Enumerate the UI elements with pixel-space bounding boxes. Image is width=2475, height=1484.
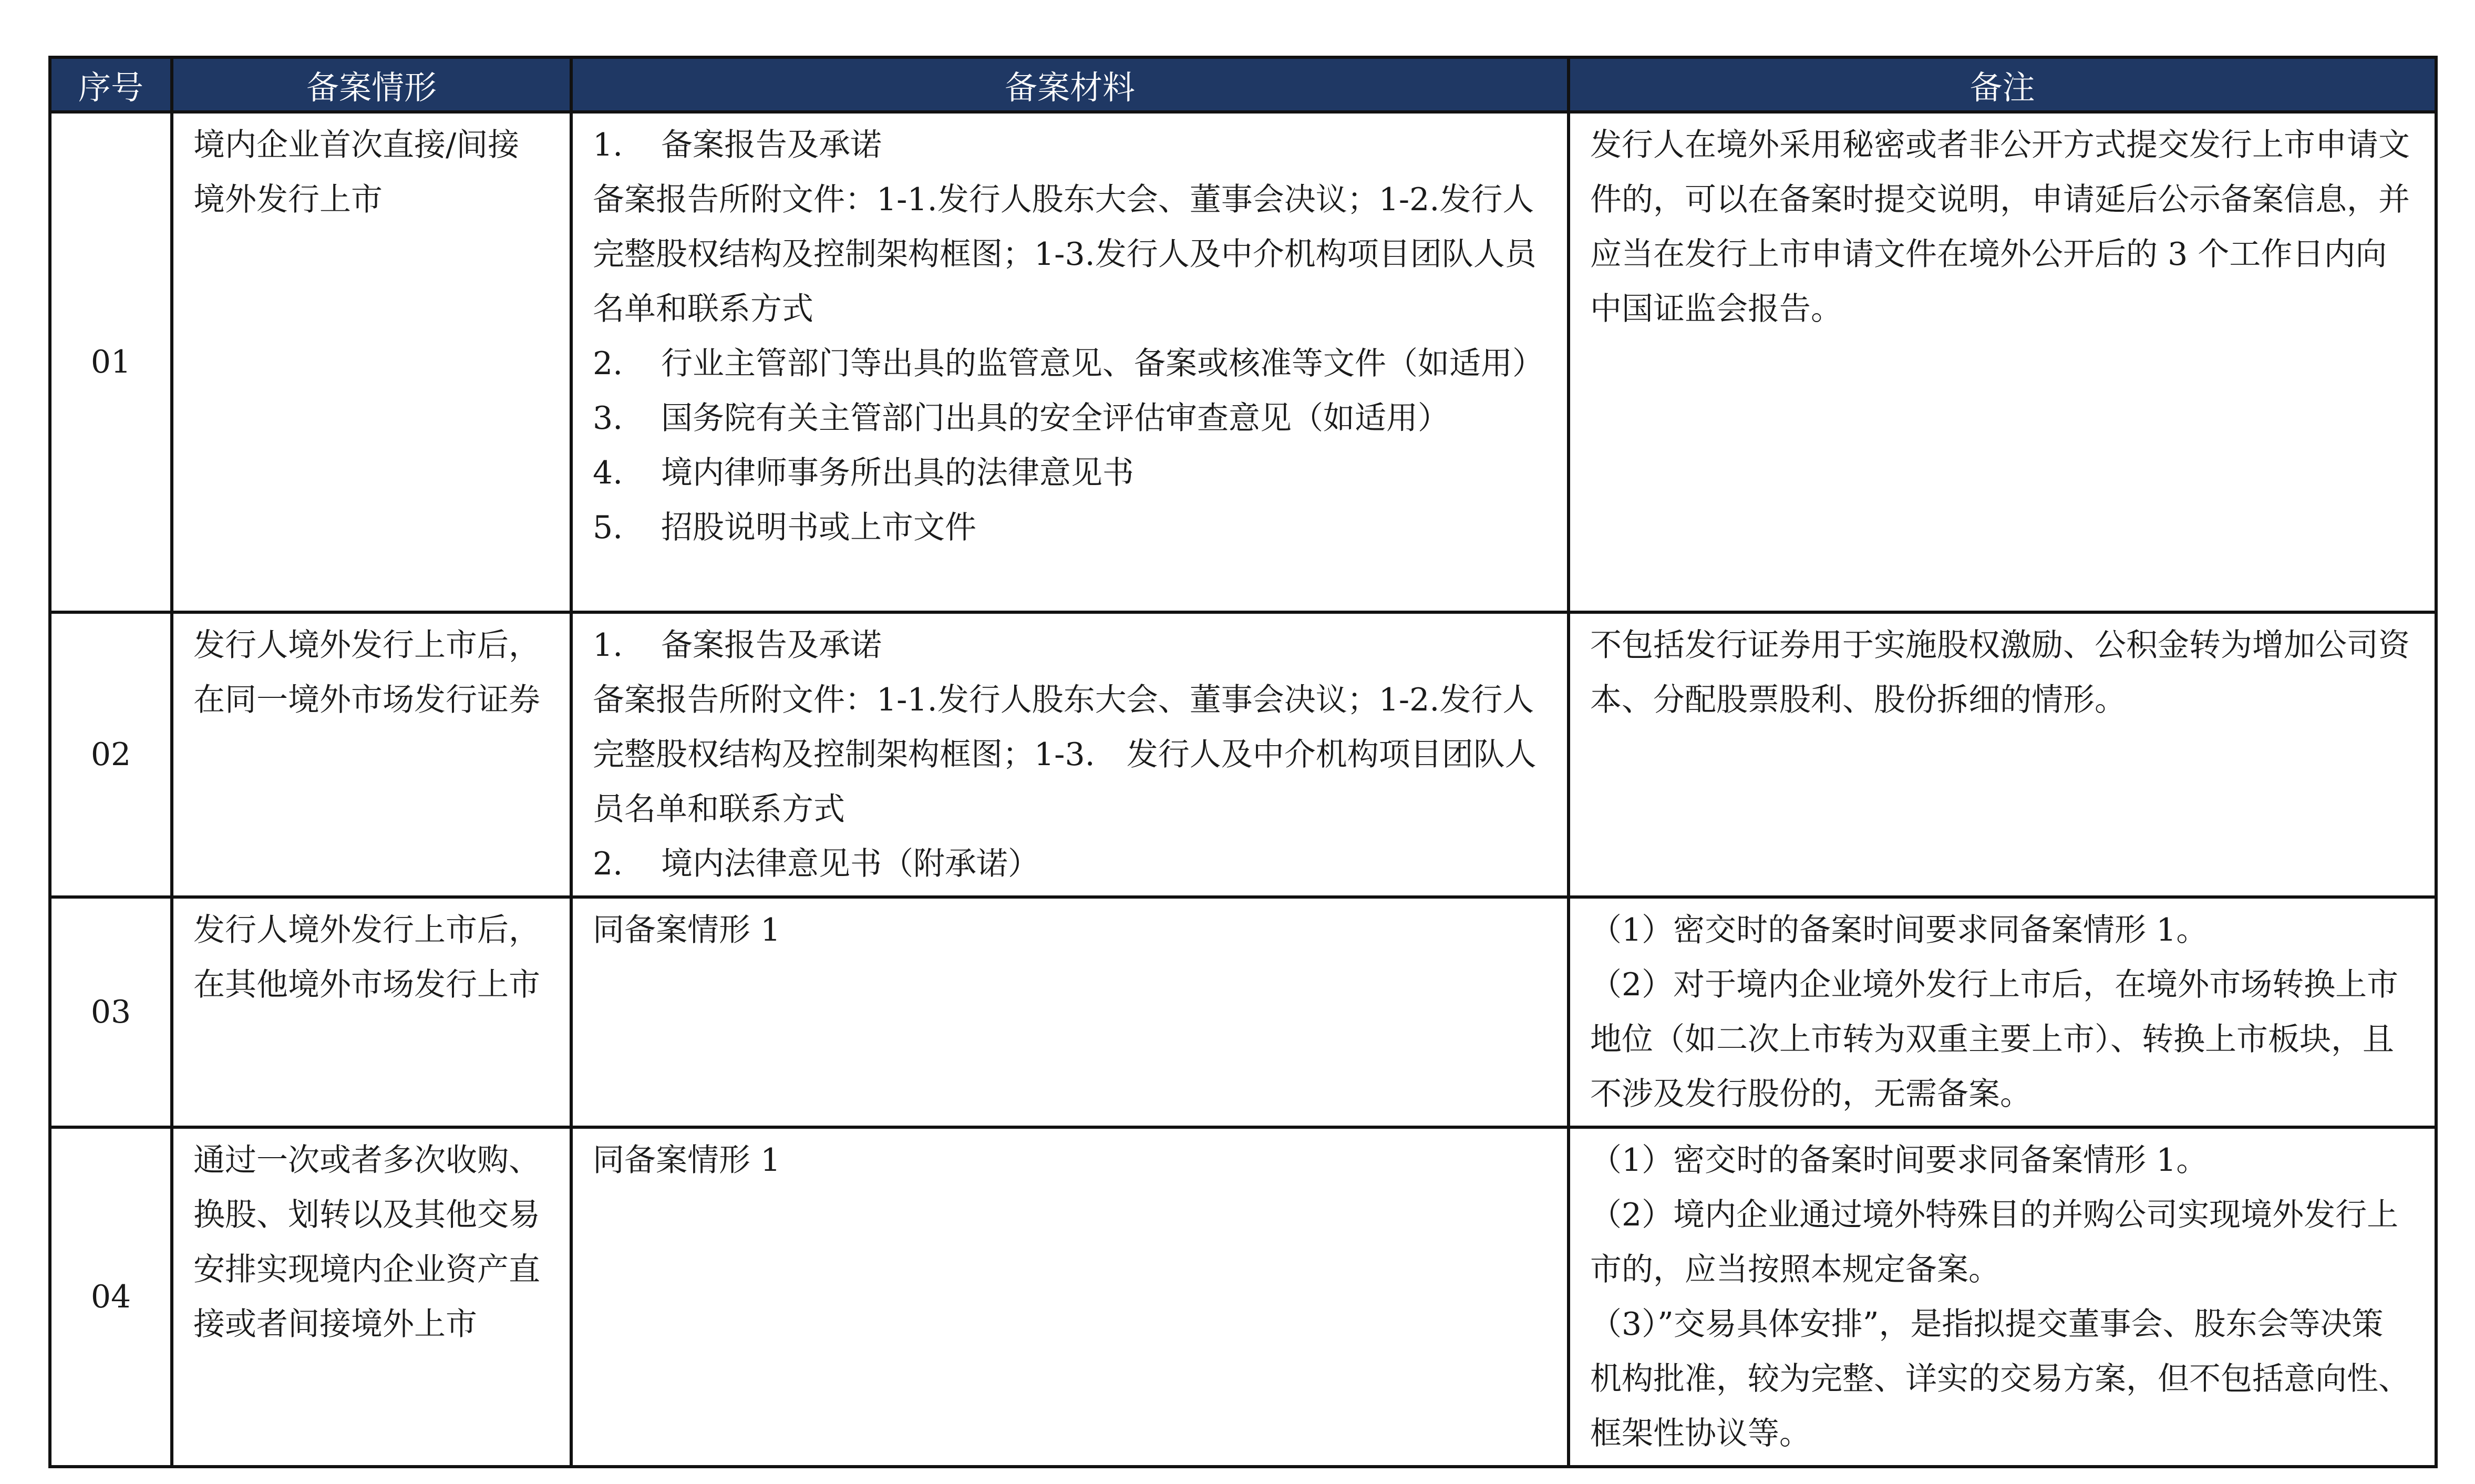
- material-number: 5.: [593, 509, 623, 546]
- row-seq: 03: [50, 897, 172, 1127]
- filing-table: [48, 56, 2438, 1468]
- material-item: [593, 837, 1547, 891]
- header-materials: 备案材料: [571, 57, 1569, 112]
- material-item: [593, 1133, 1547, 1188]
- row-seq: 02: [50, 612, 172, 897]
- material-number: 3.: [593, 400, 623, 437]
- row-remarks: [1569, 1127, 2436, 1467]
- material-number: 1.: [593, 627, 623, 664]
- material-text: 同备案情形 1: [593, 1142, 781, 1179]
- material-item: [593, 446, 1547, 500]
- material-text: 备案报告及承诺: [661, 127, 882, 163]
- row-seq: 04: [50, 1127, 172, 1467]
- material-text: 备案报告所附文件：1-1.发行人股东大会、董事会决议；1-2.发行人完整股权结构及控制架构框图；1-3. 发行人及中介机构项目团队人员名单和联系方式: [593, 682, 1536, 828]
- table-header-row: [50, 57, 2436, 112]
- material-item: [593, 172, 1547, 336]
- header-seq: 序号: [50, 57, 172, 112]
- row-remarks: [1569, 897, 2436, 1127]
- remark-line: （2）对于境内企业境外发行上市后，在境外市场转换上市地位（如二次上市转为双重主要上市）、转换上市板块，且不涉及发行股份的，无需备案。: [1590, 966, 2399, 1112]
- row-remarks: [1569, 112, 2436, 612]
- material-text: 备案报告及承诺: [661, 627, 882, 664]
- row-scenario: 境内企业首次直接/间接境外发行上市: [172, 112, 571, 612]
- material-item: [593, 618, 1547, 673]
- table-row: [50, 1127, 2436, 1467]
- row-seq: 01: [50, 112, 172, 612]
- row-scenario: 通过一次或者多次收购、换股、划转以及其他交易安排实现境内企业资产直接或者间接境外上市: [172, 1127, 571, 1467]
- material-item: [593, 118, 1547, 172]
- material-item: [593, 500, 1547, 555]
- material-text: 同备案情形 1: [593, 912, 781, 949]
- material-text: 国务院有关主管部门出具的安全评估审查意见（如适用）: [661, 400, 1449, 437]
- row-materials: [571, 612, 1569, 897]
- material-text: 备案报告所附文件：1-1.发行人股东大会、董事会决议；1-2.发行人完整股权结构及控制架构框图；1-3.发行人及中介机构项目团队人员名单和联系方式: [593, 181, 1536, 327]
- remark-line: （1）密交时的备案时间要求同备案情形 1。: [1590, 1142, 2208, 1179]
- material-text: 行业主管部门等出具的监管意见、备案或核准等文件（如适用）: [661, 345, 1544, 382]
- row-scenario: 发行人境外发行上市后，在其他境外市场发行上市: [172, 897, 571, 1127]
- table-row: [50, 112, 2436, 612]
- row-scenario: 发行人境外发行上市后，在同一境外市场发行证券: [172, 612, 571, 897]
- row-materials: [571, 1127, 1569, 1467]
- material-number: 2.: [593, 345, 623, 382]
- row-materials: [571, 897, 1569, 1127]
- remark-line: （2）境内企业通过境外特殊目的并购公司实现境外发行上市的，应当按照本规定备案。: [1590, 1197, 2399, 1288]
- material-number: 2.: [593, 846, 623, 882]
- remark-line: 发行人在境外采用秘密或者非公开方式提交发行上市申请文件的，可以在备案时提交说明，申请延后公示备案信息，并应当在发行上市申请文件在境外公开后的 3 个工作日内向中国证监会报告。: [1590, 127, 2410, 327]
- remark-line: （3）”交易具体安排”，是指拟提交董事会、股东会等决策机构批准，较为完整、详实的交易方案，但不包括意向性、框架性协议等。: [1590, 1306, 2410, 1452]
- header-remarks: 备注: [1569, 57, 2436, 112]
- remark-line: （1）密交时的备案时间要求同备案情形 1。: [1590, 912, 2208, 949]
- header-scenario: 备案情形: [172, 57, 571, 112]
- row-materials: [571, 112, 1569, 612]
- material-number: 1.: [593, 127, 623, 163]
- material-item: [593, 673, 1547, 837]
- remark-line: 不包括发行证券用于实施股权激励、公积金转为增加公司资本、分配股票股利、股份拆细的情形。: [1590, 627, 2410, 718]
- row-remarks: [1569, 612, 2436, 897]
- material-text: 境内法律意见书（附承诺）: [661, 846, 1039, 882]
- table-row: [50, 897, 2436, 1127]
- material-text: 境内律师事务所出具的法律意见书: [661, 455, 1134, 491]
- material-item: [593, 336, 1547, 391]
- filing-table-container: [48, 56, 2435, 1468]
- material-number: 4.: [593, 455, 623, 491]
- material-item: [593, 391, 1547, 446]
- table-row: [50, 612, 2436, 897]
- material-item: [593, 903, 1547, 957]
- material-text: 招股说明书或上市文件: [661, 509, 976, 546]
